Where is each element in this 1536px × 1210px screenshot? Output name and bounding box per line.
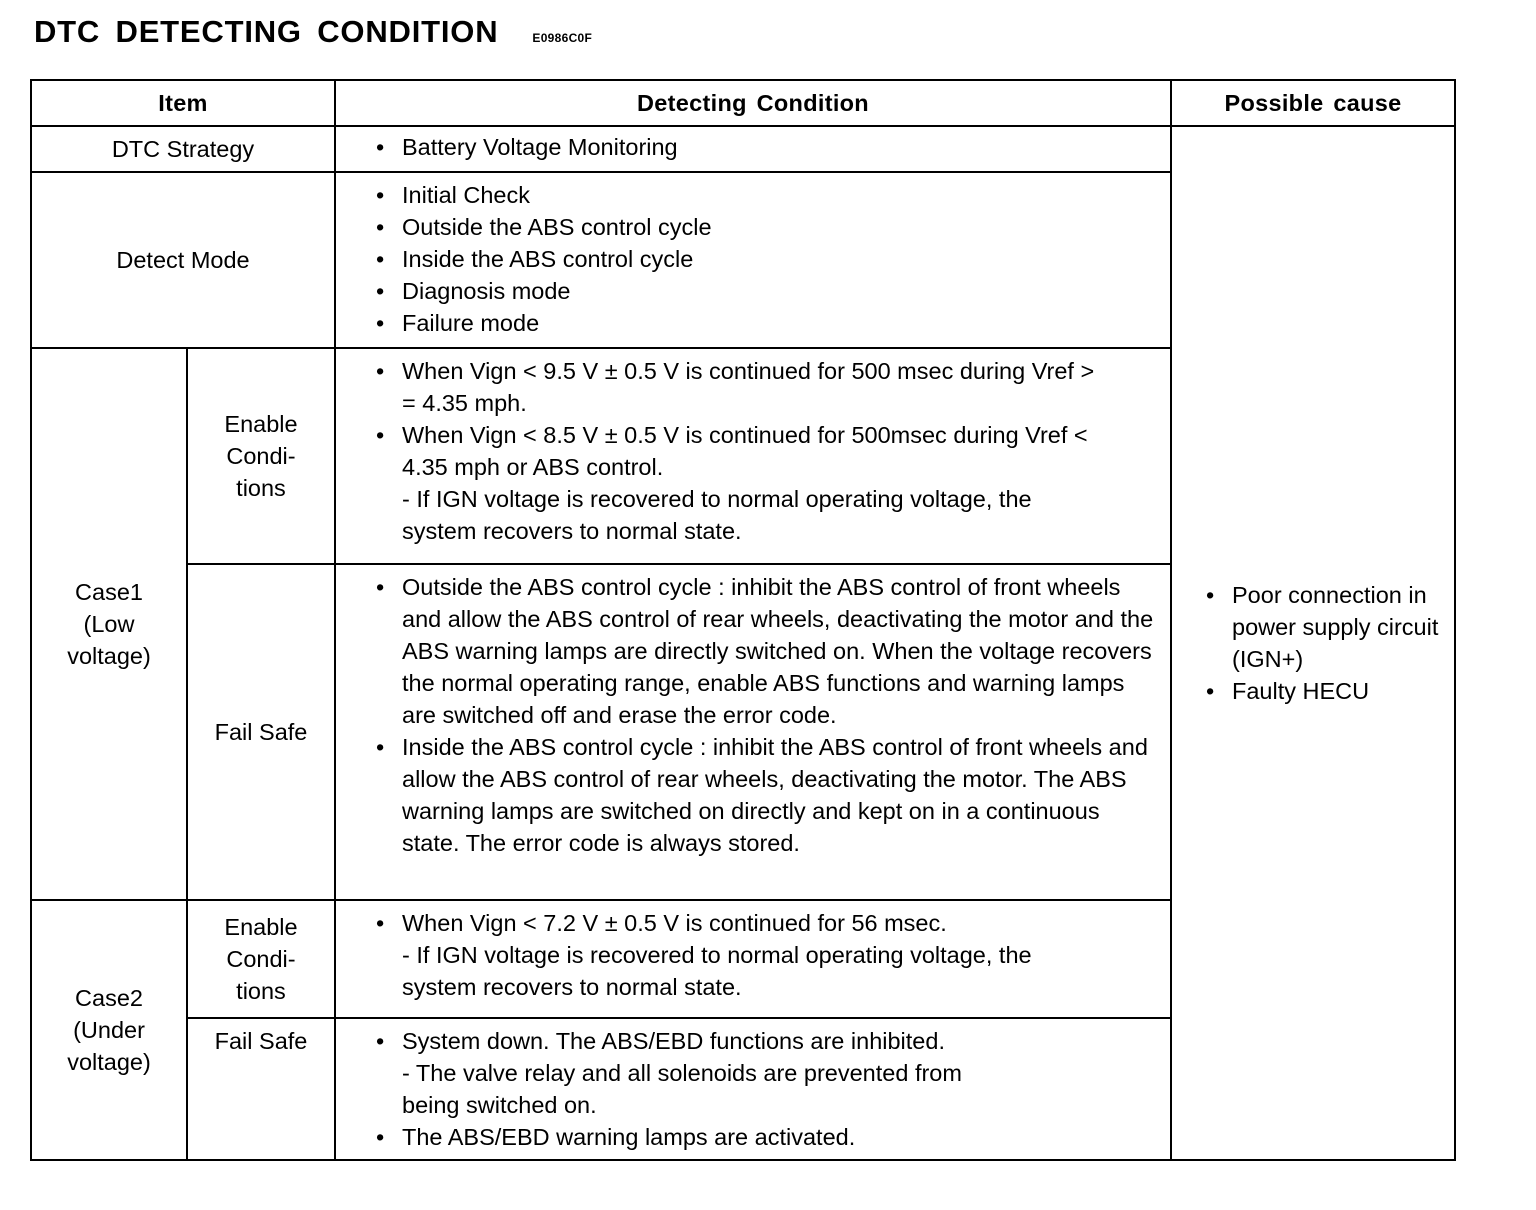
detect-mode-label: Detect Mode <box>31 172 335 348</box>
list-item: • Outside the ABS control cycle <box>372 211 1160 243</box>
list-item <box>372 419 1110 547</box>
case2-failsafe-list <box>372 1025 1020 1153</box>
possible-cause-list <box>1202 579 1442 707</box>
case1-failsafe-list <box>372 571 1160 859</box>
list-item: • Diagnosis mode <box>372 275 1160 307</box>
case2-enable-label: Enable Condi-tions <box>187 900 335 1018</box>
list-item: • Battery Voltage Monitoring <box>372 131 1160 163</box>
column-header-item: Item <box>31 80 335 126</box>
list-item: • Outside the ABS control cycle : inhibit the ABS control of front wheels and allow the ABS control of rear wheels, deactivating the motor and the ABS warning lamps are directly switched on. When the voltage recovers the normal operating range, enable ABS functions and warning lamps are switched off and erase the error code. <box>372 571 1160 731</box>
case1-enable-condition <box>335 348 1171 564</box>
page-title: DTC DETECTING CONDITION <box>34 14 499 49</box>
list-item: • Poor connection in power supply circuit (IGN+) <box>1202 579 1442 675</box>
list-item-text: System down. The ABS/EBD functions are inhibited. <box>402 1028 945 1054</box>
strategy-condition <box>335 126 1171 172</box>
list-item: • The ABS/EBD warning lamps are activated. <box>372 1121 1020 1153</box>
list-item-text: When Vign < 8.5 V ± 0.5 V is continued for 500msec during Vref < 4.35 mph or ABS control. <box>402 422 1088 480</box>
table-header-row <box>31 80 1455 126</box>
strategy-list <box>372 131 1160 163</box>
document-header <box>34 14 592 50</box>
list-item: • Inside the ABS control cycle <box>372 243 1160 275</box>
list-item-note: - If IGN voltage is recovered to normal operating voltage, the system recovers to normal state. <box>402 942 1032 1000</box>
document-code: E0986C0F <box>532 31 593 45</box>
list-item-note: - If IGN voltage is recovered to normal operating voltage, the system recovers to normal state. <box>402 486 1032 544</box>
table-row-strategy <box>31 126 1455 172</box>
case2-failsafe-condition <box>335 1018 1171 1160</box>
case2-enable-list <box>372 907 1100 1003</box>
list-item <box>372 907 1100 1003</box>
list-item-note: - The valve relay and all solenoids are prevented from being switched on. <box>402 1060 962 1118</box>
case1-enable-list <box>372 355 1110 547</box>
case1-failsafe-label: Fail Safe <box>187 564 335 900</box>
list-item: • When Vign < 9.5 V ± 0.5 V is continued for 500 msec during Vref > = 4.35 mph. <box>372 355 1110 419</box>
case2-enable-condition <box>335 900 1171 1018</box>
list-item <box>372 1025 1020 1121</box>
possible-cause-cell <box>1171 126 1455 1160</box>
list-item-text: When Vign < 7.2 V ± 0.5 V is continued for 56 msec. <box>402 910 947 936</box>
strategy-label: DTC Strategy <box>31 126 335 172</box>
case2-label: Case2 (Under voltage) <box>31 900 187 1160</box>
detect-mode-condition <box>335 172 1171 348</box>
list-item: • Inside the ABS control cycle : inhibit the ABS control of front wheels and allow the ABS control of rear wheels, deactivating the motor. The ABS warning lamps are switched on directly and kept on in a continuous state. The error code is always stored. <box>372 731 1160 859</box>
list-item: • Failure mode <box>372 307 1160 339</box>
case1-failsafe-condition <box>335 564 1171 900</box>
case2-failsafe-label: Fail Safe <box>187 1018 335 1160</box>
dtc-condition-table <box>30 79 1456 1161</box>
list-item: • Faulty HECU <box>1202 675 1442 707</box>
column-header-condition: Detecting Condition <box>335 80 1171 126</box>
list-item: • Initial Check <box>372 179 1160 211</box>
detect-mode-list <box>372 179 1160 339</box>
case1-label: Case1 (Low voltage) <box>31 348 187 900</box>
case1-enable-label: Enable Condi-tions <box>187 348 335 564</box>
column-header-cause: Possible cause <box>1171 80 1455 126</box>
